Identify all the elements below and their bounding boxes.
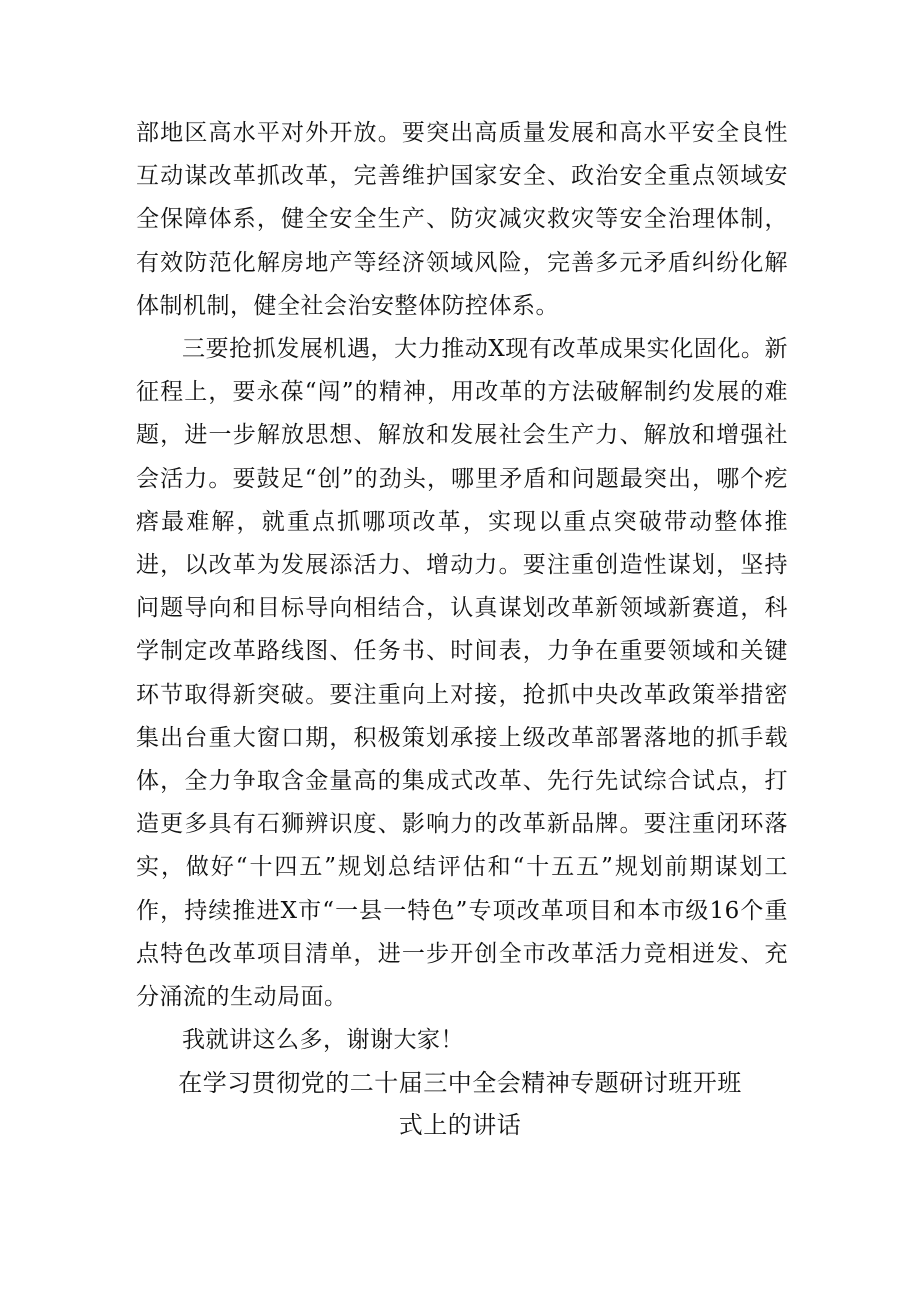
next-speech-title-line-2: 式上的讲话 bbox=[398, 1111, 522, 1139]
paragraph-security-governance: 部地区高水平对外开放。要突出高质量发展和高水平安全良性互动谋改革抓改革，完善维护国家安全、政治安全重点领域安全保障体系，健全安全生产、防灾减灾救灾等安全治理体制，有效防范化解房地产等经济领域风险，完善多元矛盾纠纷化解体制机制，健全社会治安整体防控体系。 bbox=[136, 120, 788, 319]
document-body bbox=[136, 112, 788, 1062]
paragraph-reform-opportunities: 三要抢抓发展机遇，大力推动X现有改革成果实化固化。新征程上，要永葆“闯”的精神，用改革的方法破解制约发展的难题，进一步解放思想、解放和发展社会生产力、解放和增强社会活力。要鼓足“创”的劲头，哪里矛盾和问题最突出，哪个疙瘩最难解，就重点抓哪项改革，实现以重点突破带动整体推进，以改革为发展添活力、增动力。要注重创造性谋划，坚持问题导向和目标导向相结合，认真谋划改革新领域新赛道，科学制定改革路线图、任务书、时间表，力争在重要领域和关键环节取得新突破。要注重向上对接，抢抓中央改革政策举措密集出台重大窗口期，积极策划承接上级改革部署落地的抓手载体，全力争取含金量高的集成式改革、先行先试综合试点，打造更多具有石狮辨识度、影响力的改革新品牌。要注重闭环落实，做好“十四五”规划总结评估和“十五五”规划前期谋划工作，持续推进X市“一县一特色”专项改革项目和本市级16个重点特色改革项目清单，进一步开创全市改革活力竞相迸发、充分涌流的生动局面。 bbox=[136, 336, 788, 1011]
next-speech-title-line-1: 在学习贯彻党的二十届三中全会精神专题研讨班开班 bbox=[178, 1069, 742, 1097]
next-speech-title bbox=[120, 1062, 800, 1146]
closing-remark: 我就讲这么多，谢谢大家！ bbox=[182, 1027, 464, 1054]
